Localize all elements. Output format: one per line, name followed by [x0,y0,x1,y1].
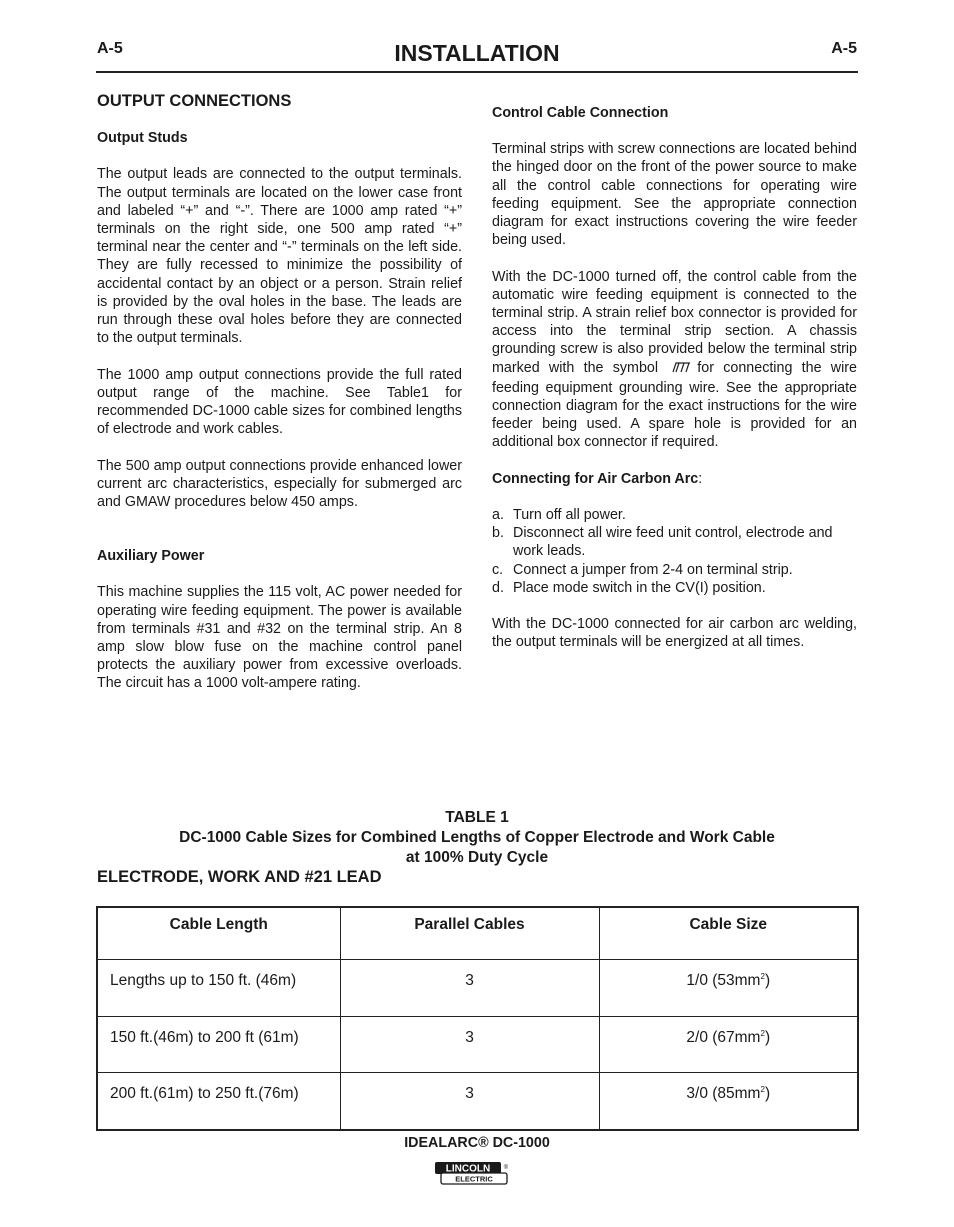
air-carbon-arc-steps [492,506,857,597]
cell-parallel-cables: 3 [340,1073,599,1130]
logo-text-top: LINCOLN [445,1163,491,1175]
lincoln-electric-logo [434,1161,510,1185]
column-header-cable-length: Cable Length [97,907,340,960]
table-row [97,1016,858,1073]
cable-size-superscript: 2 [760,1085,765,1095]
page-number-right: A-5 [831,40,857,57]
logo-text-bottom: ELECTRIC [455,1174,493,1184]
table-caption-subtitle: at 100% Duty Cycle [405,849,549,866]
column-header-cable-size: Cable Size [599,907,858,960]
paragraph-output-studs: The output leads are connected to the output terminals. The output terminals are located on the lower case front and labeled “+” and “-”. There are 1000 amp rated “+” terminals on the right side, one 500 amp rated “+” terminal near the center and “-” terminals on the left side. They are fully recessed to minimize the possibility of accidental contact by an object or a person. Strain relief is provided by the oval holes in the base. The leads are run through these oval holes before they are connected to the output terminals. [97,166,462,347]
cell-cable-length: Lengths up to 150 ft. (46m) [97,960,340,1017]
list-item-text: Connect a jumper from 2-4 on terminal strip. [513,561,793,578]
paragraph-control-cable-part2: for connecting the wire feeding equipment grounding wire. See the appropriate connection diagram for the exact instructions for the wire feeder being used. A spare hole is provided for an additional box connector if required. [492,359,857,451]
list-item [492,506,857,524]
subheading-auxiliary-power: Auxiliary Power [97,548,205,565]
cable-size-superscript: 2 [760,1028,765,1038]
subheading-air-carbon-arc-line [492,470,857,488]
paragraph-air-carbon-arc: With the DC-1000 connected for air carbon arc welding, the output terminals will be energized at all times. [492,616,857,651]
page-number-left: A-5 [97,40,123,57]
cell-parallel-cables: 3 [340,960,599,1017]
paragraph-auxiliary-power: This machine supplies the 115 volt, AC power needed for operating wire feeding equipment. The power is available from terminals #31 and #32 on the terminal strip. An 8 amp slow blow fuse on the machine control panel protects the auxiliary power from excessive overloads. The circuit has a 1000 volt-ampere rating. [97,584,462,692]
list-item [492,524,857,560]
list-item [492,579,857,597]
cable-size-close: ) [764,1085,771,1103]
cell-cable-size [599,1073,858,1130]
paragraph-1000-amp: The 1000 amp output connections provide the full rated output range of the machine. See Table1 for recommended DC-1000 cable sizes for combined lengths of electrode and work cables. [97,366,462,438]
cable-size-value: 1/0 (53mm [686,972,761,990]
left-column [97,92,462,711]
header-rule [96,71,858,73]
page-title: INSTALLATION [394,40,560,66]
cell-cable-length: 150 ft.(46m) to 200 ft (61m) [97,1016,340,1073]
table-caption-title: DC-1000 Cable Sizes for Combined Lengths of Copper Electrode and Work Cable [179,829,775,846]
cell-cable-size [599,1016,858,1073]
cable-size-superscript: 2 [760,972,765,981]
subheading-colon: : [698,470,703,487]
paragraph-terminal-strips: Terminal strips with screw connections are located behind the hinged door on the front of the power source to make all the control cable connections for operating wire feeding equipment. See the appropriate connection diagram for exact instructions covering the wire feeder being used. [492,141,857,249]
list-marker: a. [492,507,504,524]
list-item-text: Turn off all power. [513,507,626,524]
logo-registered-mark: ® [503,1165,509,1171]
cable-size-value: 2/0 (67mm [686,1028,761,1046]
cable-size-close: ) [764,1028,771,1046]
table-section-heading: ELECTRODE, WORK AND #21 LEAD [97,868,382,886]
table-header-row [97,907,858,960]
subheading-control-cable: Control Cable Connection [492,105,669,121]
paragraph-500-amp: The 500 amp output connections provide enhanced lower current arc characteristics, especially for submerged arc and GMAW procedures below 450 amps. [97,457,462,511]
subheading-output-studs: Output Studs [97,130,188,147]
section-heading-output-connections: OUTPUT CONNECTIONS [97,92,292,110]
column-header-parallel-cables: Parallel Cables [340,907,599,960]
list-item [492,561,857,579]
subheading-air-carbon-arc: Connecting for Air Carbon Arc [492,470,699,487]
cell-cable-size [599,960,858,1017]
table-caption-number: TABLE 1 [445,809,509,826]
cable-size-value: 3/0 (85mm [686,1085,761,1103]
list-marker: b. [492,525,504,542]
cable-size-table [96,906,859,1131]
chassis-ground-icon [667,360,697,379]
right-column [492,104,857,670]
list-marker: c. [492,561,504,578]
footer-product-name: IDEALARC® DC-1000 [404,1135,550,1151]
paragraph-control-cable [492,268,857,452]
table-row [97,1073,858,1130]
list-marker: d. [492,579,504,596]
list-item-text: Disconnect all wire feed unit control, electrode and work leads. [513,525,833,560]
table-row [97,960,858,1017]
cell-cable-length: 200 ft.(61m) to 250 ft.(76m) [97,1073,340,1130]
list-item-text: Place mode switch in the CV(I) position. [513,579,766,596]
cell-parallel-cables: 3 [340,1016,599,1073]
cable-size-close: ) [764,972,771,990]
paragraph-control-cable-part1: With the DC-1000 turned off, the control cable from the automatic wire feeding equipment is connected to the terminal strip. A strain relief box connector is provided for access into the terminal strip section. A chassis grounding screw is also provided below the terminal strip marked with the symbol [492,268,857,376]
